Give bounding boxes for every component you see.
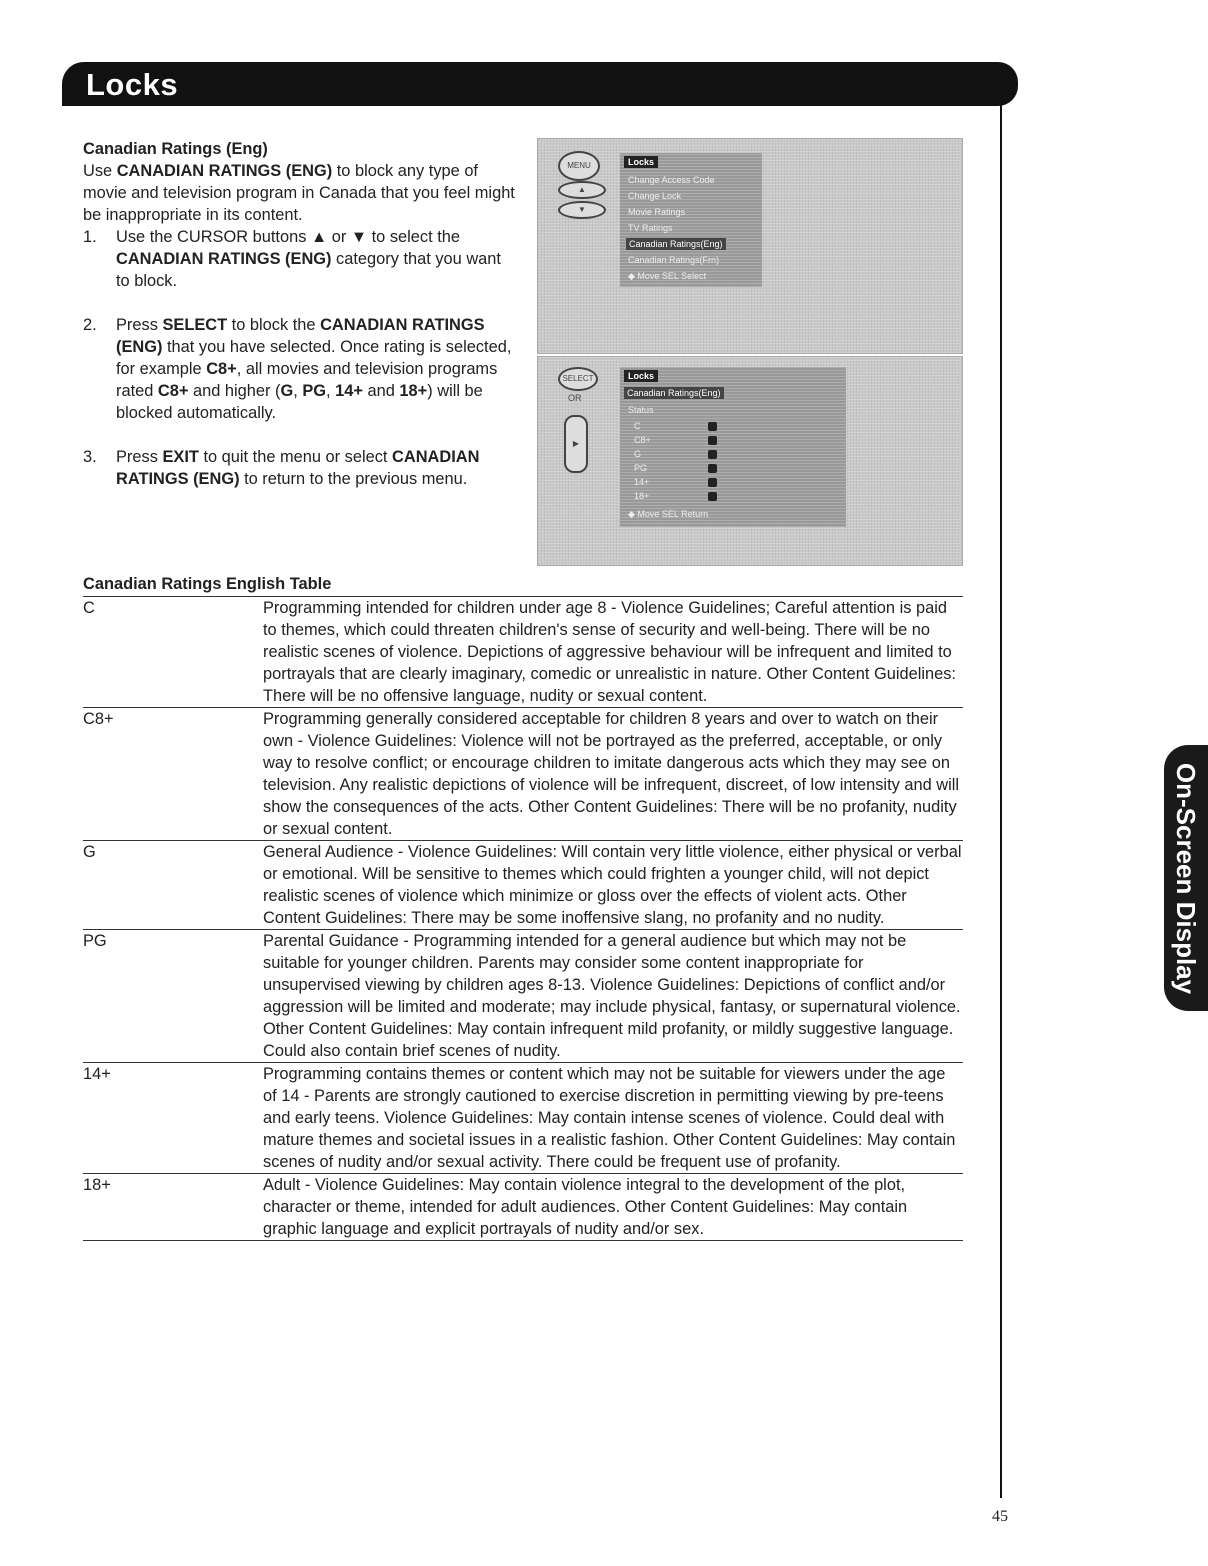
side-tab	[1164, 745, 1208, 1011]
rating-item: 14+	[634, 477, 650, 487]
rating-code: 18+	[83, 1176, 111, 1194]
header-banner	[62, 62, 1018, 106]
ratings-menu-panel	[620, 367, 846, 527]
rating-description: Programming intended for children under age 8 - Violence Guidelines; Careful attention is paid to themes, which could threaten children's sense of security and well-being. There will be no realistic scenes of violence. Depictions of aggressive behaviour will be infrequent and limited to portrayals that are clearly imaginary, comedic or unrealistic in nature. Other Content Guidelines: There will be no offensive language, nudity or sexual content.	[263, 599, 956, 705]
rating-code: 14+	[83, 1065, 111, 1083]
rating-description: Parental Guidance - Programming intended for a general audience but which may not be suitable for younger children. Parents may consider some content inappropriate for unsupervised viewing by children ages 8-13. Violence Guidelines: Depictions of conflict and/or aggression will be limited and moderate; may include physical, fantasy, or supernatural violence. Other Content Guidelines: May contain infrequent mild profanity, or mildly suggestive language. Could also contain brief scenes of nudity.	[263, 932, 961, 1060]
lock-icon	[708, 464, 717, 473]
section-heading: Canadian Ratings (Eng)	[83, 140, 268, 158]
rating-description: General Audience - Violence Guidelines: Will contain very little violence, either physical or verbal or emotional. Will be sensitive to themes which could frighten a younger child, will not depict realistic scenes of violence which minimize or gloss over the effects of violent acts. Other Content Guidelines: There may be some inoffensive slang, no profanity and no nudity.	[263, 843, 962, 927]
menu-footer: ◆ Move SEL Select	[628, 271, 707, 281]
status-label: Status	[628, 405, 654, 415]
rating-description: Programming generally considered acceptable for children 8 years and over to watch on their own - Violence Guidelines: Violence will not be portrayed as the preferred, acceptable, or only way to resolve conflict; or encourage children to imitate dangerous acts which they may see on television. Any realistic depictions of violence will be infrequent, discreet, of low intensity and will show the consequences of the acts. Other Content Guidelines: There will be no profanity, nudity or sexual content.	[263, 710, 960, 838]
ratings-table	[83, 597, 963, 1241]
or-label: OR	[568, 393, 582, 403]
rating-description: Adult - Violence Guidelines: May contain violence integral to the development of the plot, character or theme, intended for adult audiences. Other Content Guidelines: May contain graphic language and explicit portrayals of nudity and/or sex.	[263, 1176, 908, 1238]
table-row	[83, 1063, 963, 1173]
intro-text: Use CANADIAN RATINGS (ENG) to block any type of movie and television program in Canada that you feel might be inappropriate in its content.	[83, 162, 515, 224]
menu-item: Change Lock	[628, 191, 682, 201]
rating-item: C	[634, 421, 641, 431]
menu-item: TV Ratings	[628, 223, 673, 233]
vertical-rule	[1000, 100, 1002, 1498]
select-button-icon: SELECT	[558, 367, 598, 391]
menu-item: Canadian Ratings(Frn)	[628, 255, 720, 265]
side-tab-label: On-Screen Display	[1171, 762, 1202, 994]
lock-icon	[708, 478, 717, 487]
step-2: 2. Press SELECT to block the CANADIAN RATINGS (ENG) that you have selected. Once rating is selected, for example C8+, all movies and television programs rated C8+ and higher (G, PG, 14+ and 18+) will be blocked automatically.	[83, 316, 512, 422]
menu-button-icon: MENU	[558, 151, 600, 181]
step-1: 1. Use the CURSOR buttons ▲ or ▼ to select the CANADIAN RATINGS (ENG) category that you want to block.	[83, 228, 501, 290]
table-row	[83, 597, 963, 707]
down-arrow-button-icon: ▼	[558, 201, 606, 219]
screenshot-locks-menu	[537, 138, 963, 354]
menu-footer: ◆ Move SEL Return	[628, 509, 709, 519]
right-arrow-button-icon: ▶	[564, 415, 588, 473]
table-row	[83, 841, 963, 929]
rating-item: 18+	[634, 491, 650, 501]
rating-code: PG	[83, 932, 107, 950]
table-row	[83, 1174, 963, 1240]
lock-icon	[708, 422, 717, 431]
rating-code: G	[83, 843, 96, 861]
menu-title: Locks	[624, 156, 658, 168]
instructions	[83, 138, 515, 490]
menu-item: Change Access Code	[628, 175, 715, 185]
lock-icon	[708, 436, 717, 445]
step-3: 3. Press EXIT to quit the menu or select CANADIAN RATINGS (ENG) to return to the previous menu.	[83, 448, 480, 488]
rating-code: C	[83, 599, 95, 617]
menu-subtitle: Canadian Ratings(Eng)	[624, 387, 724, 399]
rating-item: C8+	[634, 435, 651, 445]
rating-item: PG	[634, 463, 648, 473]
rating-item: G	[634, 449, 642, 459]
screenshot-canadian-ratings-menu	[537, 356, 963, 566]
menu-title: Locks	[624, 370, 658, 382]
locks-menu-panel	[620, 153, 762, 287]
lock-icon	[708, 450, 717, 459]
table-title: Canadian Ratings English Table	[83, 575, 332, 593]
rating-description: Programming contains themes or content which may not be suitable for viewers under the age of 14 - Parents are strongly cautioned to exercise discretion in permitting viewing by pre-teens and early teens. Violence Guidelines: May contain intense scenes of violence. Could deal with mature themes and societal issues in a realistic fashion. Other Content Guidelines: May contain scenes of nudity and/or sexual activity. There could be frequent use of profanity.	[263, 1065, 956, 1171]
page-title: Locks	[86, 67, 179, 102]
menu-item: Movie Ratings	[628, 207, 686, 217]
table-row	[83, 708, 963, 840]
lock-icon	[708, 492, 717, 501]
table-row	[83, 930, 963, 1062]
menu-item-selected: Canadian Ratings(Eng)	[626, 238, 726, 250]
rating-code: C8+	[83, 710, 114, 728]
up-arrow-button-icon: ▲	[558, 181, 606, 199]
page-number: 45	[992, 1508, 1008, 1525]
